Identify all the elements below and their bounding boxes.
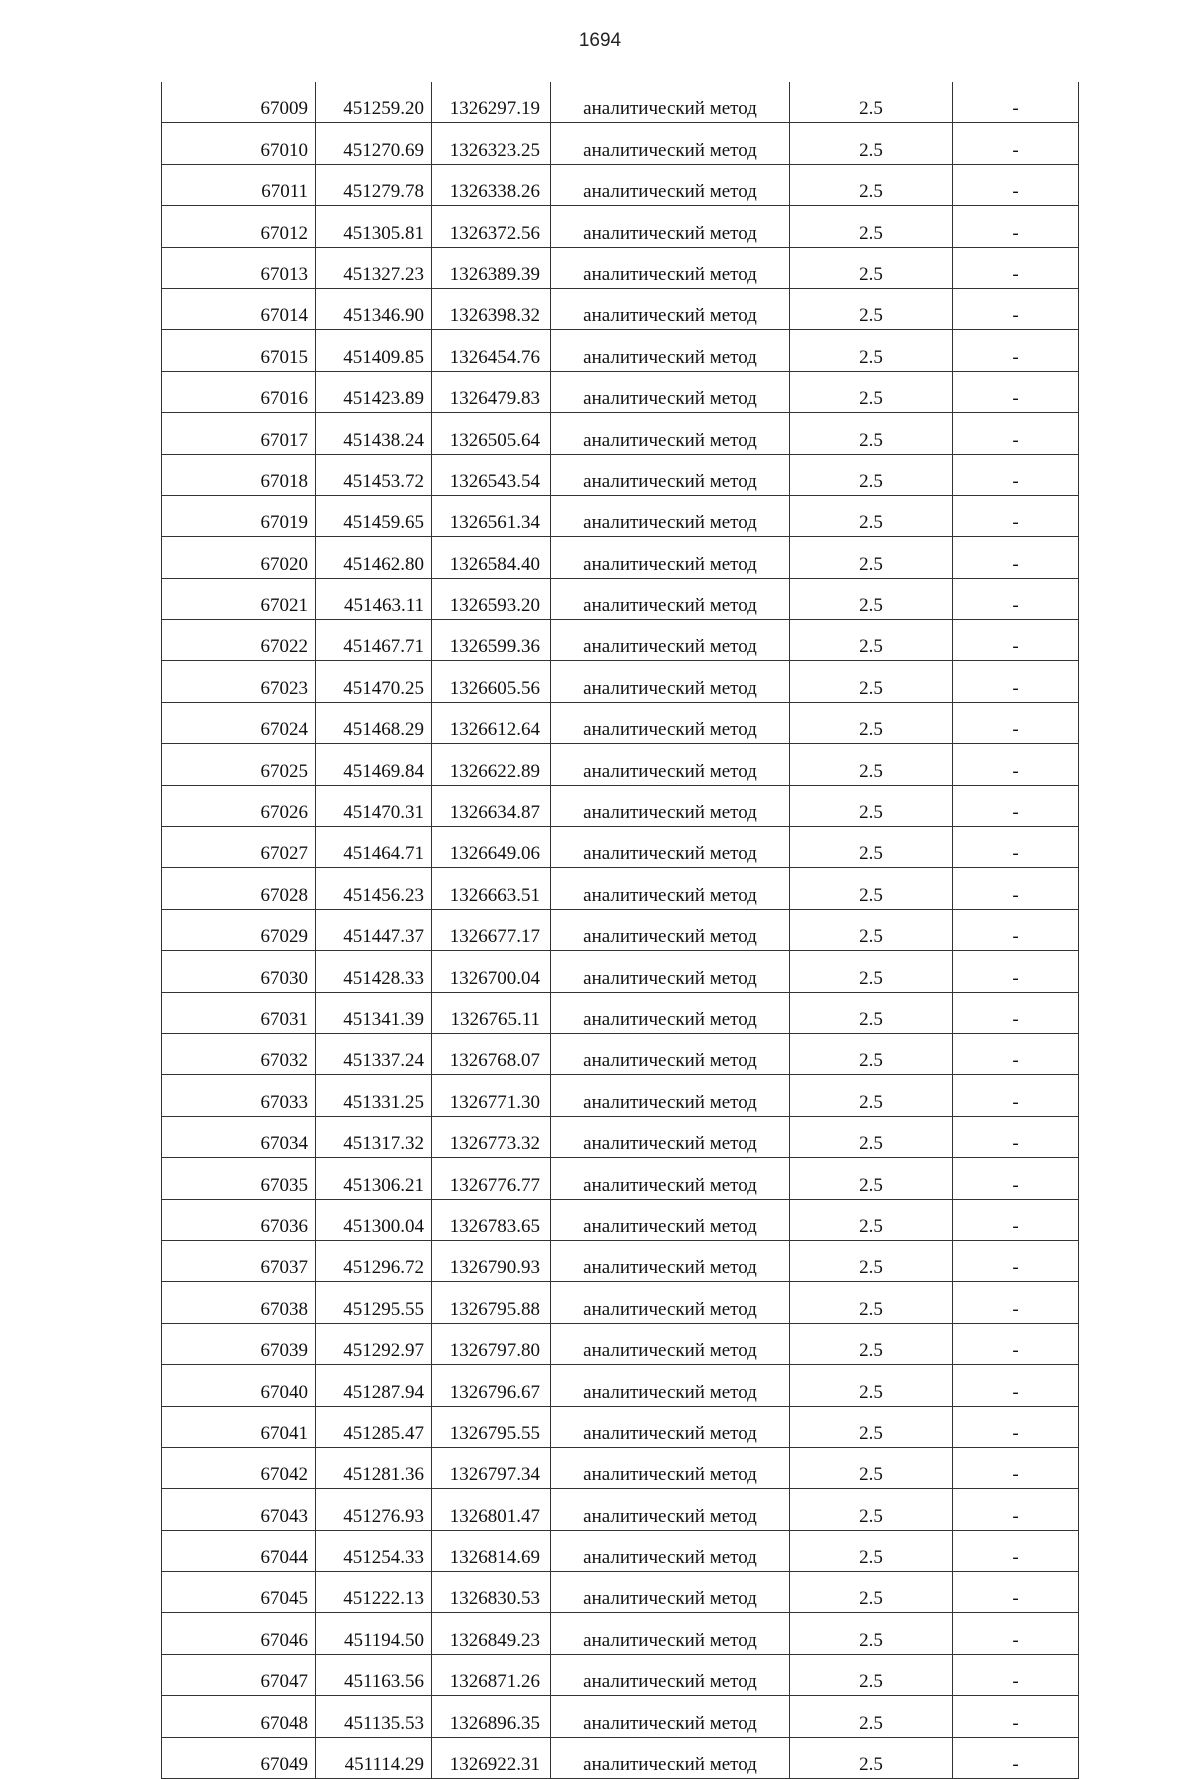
point-id-cell: 67049: [162, 1737, 316, 1778]
x-coordinate-cell: 451464.71: [316, 827, 432, 868]
y-coordinate-cell: 1326605.56: [432, 661, 551, 702]
table-row: [162, 578, 1079, 619]
x-coordinate-cell: 451317.32: [316, 1116, 432, 1157]
y-coordinate-cell: 1326790.93: [432, 1240, 551, 1281]
accuracy-cell: 2.5: [790, 164, 953, 205]
note-cell: -: [953, 1240, 1079, 1281]
method-cell: аналитический метод: [551, 330, 790, 371]
method-cell: аналитический метод: [551, 454, 790, 495]
accuracy-cell: 2.5: [790, 702, 953, 743]
accuracy-cell: 2.5: [790, 785, 953, 826]
accuracy-cell: 2.5: [790, 1406, 953, 1447]
point-id-cell: 67015: [162, 330, 316, 371]
table-row: [162, 744, 1079, 785]
y-coordinate-cell: 1326830.53: [432, 1572, 551, 1613]
y-coordinate-cell: 1326768.07: [432, 1033, 551, 1074]
note-cell: -: [953, 1158, 1079, 1199]
table-row: [162, 1323, 1079, 1364]
y-coordinate-cell: 1326622.89: [432, 744, 551, 785]
y-coordinate-cell: 1326922.31: [432, 1737, 551, 1778]
note-cell: -: [953, 1406, 1079, 1447]
note-cell: -: [953, 330, 1079, 371]
note-cell: -: [953, 1737, 1079, 1778]
point-id-cell: 67034: [162, 1116, 316, 1157]
x-coordinate-cell: 451337.24: [316, 1033, 432, 1074]
point-id-cell: 67037: [162, 1240, 316, 1281]
x-coordinate-cell: 451470.25: [316, 661, 432, 702]
note-cell: -: [953, 827, 1079, 868]
table-row: [162, 495, 1079, 536]
y-coordinate-cell: 1326505.64: [432, 413, 551, 454]
method-cell: аналитический метод: [551, 785, 790, 826]
point-id-cell: 67017: [162, 413, 316, 454]
x-coordinate-cell: 451279.78: [316, 164, 432, 205]
table-row: [162, 951, 1079, 992]
x-coordinate-cell: 451409.85: [316, 330, 432, 371]
table-row: [162, 371, 1079, 412]
x-coordinate-cell: 451341.39: [316, 992, 432, 1033]
table-row: [162, 1489, 1079, 1530]
point-id-cell: 67043: [162, 1489, 316, 1530]
table-row: [162, 82, 1079, 123]
note-cell: -: [953, 1199, 1079, 1240]
x-coordinate-cell: 451300.04: [316, 1199, 432, 1240]
x-coordinate-cell: 451114.29: [316, 1737, 432, 1778]
y-coordinate-cell: 1326795.88: [432, 1282, 551, 1323]
table-row: [162, 1240, 1079, 1281]
method-cell: аналитический метод: [551, 1116, 790, 1157]
y-coordinate-cell: 1326677.17: [432, 909, 551, 950]
accuracy-cell: 2.5: [790, 1613, 953, 1654]
x-coordinate-cell: 451447.37: [316, 909, 432, 950]
point-id-cell: 67027: [162, 827, 316, 868]
accuracy-cell: 2.5: [790, 82, 953, 123]
x-coordinate-cell: 451459.65: [316, 495, 432, 536]
x-coordinate-cell: 451194.50: [316, 1613, 432, 1654]
table-row: [162, 868, 1079, 909]
method-cell: аналитический метод: [551, 909, 790, 950]
x-coordinate-cell: 451296.72: [316, 1240, 432, 1281]
note-cell: -: [953, 868, 1079, 909]
table-row: [162, 785, 1079, 826]
accuracy-cell: 2.5: [790, 1696, 953, 1737]
note-cell: -: [953, 206, 1079, 247]
y-coordinate-cell: 1326849.23: [432, 1613, 551, 1654]
accuracy-cell: 2.5: [790, 1323, 953, 1364]
point-id-cell: 67047: [162, 1654, 316, 1695]
note-cell: -: [953, 1116, 1079, 1157]
y-coordinate-cell: 1326797.34: [432, 1447, 551, 1488]
method-cell: аналитический метод: [551, 1282, 790, 1323]
method-cell: аналитический метод: [551, 1033, 790, 1074]
coordinates-table: [161, 82, 1079, 1779]
note-cell: -: [953, 1654, 1079, 1695]
method-cell: аналитический метод: [551, 1240, 790, 1281]
method-cell: аналитический метод: [551, 206, 790, 247]
point-id-cell: 67039: [162, 1323, 316, 1364]
accuracy-cell: 2.5: [790, 1033, 953, 1074]
accuracy-cell: 2.5: [790, 868, 953, 909]
accuracy-cell: 2.5: [790, 1489, 953, 1530]
note-cell: -: [953, 1530, 1079, 1571]
accuracy-cell: 2.5: [790, 1240, 953, 1281]
method-cell: аналитический метод: [551, 164, 790, 205]
note-cell: -: [953, 661, 1079, 702]
method-cell: аналитический метод: [551, 1613, 790, 1654]
point-id-cell: 67028: [162, 868, 316, 909]
x-coordinate-cell: 451470.31: [316, 785, 432, 826]
table-row: [162, 330, 1079, 371]
note-cell: -: [953, 82, 1079, 123]
method-cell: аналитический метод: [551, 1199, 790, 1240]
y-coordinate-cell: 1326323.25: [432, 123, 551, 164]
note-cell: -: [953, 992, 1079, 1033]
y-coordinate-cell: 1326372.56: [432, 206, 551, 247]
y-coordinate-cell: 1326773.32: [432, 1116, 551, 1157]
y-coordinate-cell: 1326398.32: [432, 288, 551, 329]
note-cell: -: [953, 123, 1079, 164]
y-coordinate-cell: 1326783.65: [432, 1199, 551, 1240]
note-cell: -: [953, 495, 1079, 536]
y-coordinate-cell: 1326801.47: [432, 1489, 551, 1530]
note-cell: -: [953, 413, 1079, 454]
note-cell: -: [953, 620, 1079, 661]
x-coordinate-cell: 451428.33: [316, 951, 432, 992]
note-cell: -: [953, 1282, 1079, 1323]
note-cell: -: [953, 1365, 1079, 1406]
table-row: [162, 537, 1079, 578]
point-id-cell: 67031: [162, 992, 316, 1033]
x-coordinate-cell: 451462.80: [316, 537, 432, 578]
point-id-cell: 67045: [162, 1572, 316, 1613]
y-coordinate-cell: 1326896.35: [432, 1696, 551, 1737]
y-coordinate-cell: 1326612.64: [432, 702, 551, 743]
point-id-cell: 67032: [162, 1033, 316, 1074]
y-coordinate-cell: 1326765.11: [432, 992, 551, 1033]
y-coordinate-cell: 1326776.77: [432, 1158, 551, 1199]
y-coordinate-cell: 1326599.36: [432, 620, 551, 661]
y-coordinate-cell: 1326700.04: [432, 951, 551, 992]
table-row: [162, 247, 1079, 288]
x-coordinate-cell: 451467.71: [316, 620, 432, 661]
y-coordinate-cell: 1326771.30: [432, 1075, 551, 1116]
y-coordinate-cell: 1326796.67: [432, 1365, 551, 1406]
note-cell: -: [953, 247, 1079, 288]
table-row: [162, 1737, 1079, 1778]
x-coordinate-cell: 451222.13: [316, 1572, 432, 1613]
method-cell: аналитический метод: [551, 702, 790, 743]
method-cell: аналитический метод: [551, 371, 790, 412]
note-cell: -: [953, 1489, 1079, 1530]
method-cell: аналитический метод: [551, 1572, 790, 1613]
accuracy-cell: 2.5: [790, 951, 953, 992]
x-coordinate-cell: 451423.89: [316, 371, 432, 412]
point-id-cell: 67019: [162, 495, 316, 536]
point-id-cell: 67021: [162, 578, 316, 619]
point-id-cell: 67022: [162, 620, 316, 661]
method-cell: аналитический метод: [551, 537, 790, 578]
note-cell: -: [953, 785, 1079, 826]
point-id-cell: 67033: [162, 1075, 316, 1116]
x-coordinate-cell: 451135.53: [316, 1696, 432, 1737]
table-row: [162, 1613, 1079, 1654]
y-coordinate-cell: 1326649.06: [432, 827, 551, 868]
y-coordinate-cell: 1326795.55: [432, 1406, 551, 1447]
y-coordinate-cell: 1326634.87: [432, 785, 551, 826]
method-cell: аналитический метод: [551, 951, 790, 992]
y-coordinate-cell: 1326814.69: [432, 1530, 551, 1571]
y-coordinate-cell: 1326584.40: [432, 537, 551, 578]
point-id-cell: 67012: [162, 206, 316, 247]
x-coordinate-cell: 451346.90: [316, 288, 432, 329]
note-cell: -: [953, 164, 1079, 205]
point-id-cell: 67011: [162, 164, 316, 205]
table-row: [162, 1158, 1079, 1199]
table-row: [162, 1696, 1079, 1737]
point-id-cell: 67023: [162, 661, 316, 702]
point-id-cell: 67048: [162, 1696, 316, 1737]
x-coordinate-cell: 451281.36: [316, 1447, 432, 1488]
note-cell: -: [953, 744, 1079, 785]
point-id-cell: 67013: [162, 247, 316, 288]
table-row: [162, 1530, 1079, 1571]
y-coordinate-cell: 1326561.34: [432, 495, 551, 536]
y-coordinate-cell: 1326297.19: [432, 82, 551, 123]
point-id-cell: 67044: [162, 1530, 316, 1571]
note-cell: -: [953, 909, 1079, 950]
y-coordinate-cell: 1326479.83: [432, 371, 551, 412]
method-cell: аналитический метод: [551, 1075, 790, 1116]
x-coordinate-cell: 451285.47: [316, 1406, 432, 1447]
table-row: [162, 1654, 1079, 1695]
y-coordinate-cell: 1326871.26: [432, 1654, 551, 1695]
note-cell: -: [953, 537, 1079, 578]
x-coordinate-cell: 451463.11: [316, 578, 432, 619]
y-coordinate-cell: 1326593.20: [432, 578, 551, 619]
accuracy-cell: 2.5: [790, 1530, 953, 1571]
point-id-cell: 67026: [162, 785, 316, 826]
note-cell: -: [953, 1075, 1079, 1116]
accuracy-cell: 2.5: [790, 371, 953, 412]
method-cell: аналитический метод: [551, 123, 790, 164]
note-cell: -: [953, 1613, 1079, 1654]
accuracy-cell: 2.5: [790, 1365, 953, 1406]
accuracy-cell: 2.5: [790, 413, 953, 454]
accuracy-cell: 2.5: [790, 247, 953, 288]
method-cell: аналитический метод: [551, 661, 790, 702]
method-cell: аналитический метод: [551, 1323, 790, 1364]
table-row: [162, 992, 1079, 1033]
table-row: [162, 1282, 1079, 1323]
point-id-cell: 67038: [162, 1282, 316, 1323]
note-cell: -: [953, 1447, 1079, 1488]
x-coordinate-cell: 451292.97: [316, 1323, 432, 1364]
table-row: [162, 164, 1079, 205]
note-cell: -: [953, 371, 1079, 412]
x-coordinate-cell: 451305.81: [316, 206, 432, 247]
accuracy-cell: 2.5: [790, 288, 953, 329]
accuracy-cell: 2.5: [790, 123, 953, 164]
accuracy-cell: 2.5: [790, 1116, 953, 1157]
x-coordinate-cell: 451270.69: [316, 123, 432, 164]
point-id-cell: 67041: [162, 1406, 316, 1447]
note-cell: -: [953, 951, 1079, 992]
method-cell: аналитический метод: [551, 1489, 790, 1530]
x-coordinate-cell: 451469.84: [316, 744, 432, 785]
accuracy-cell: 2.5: [790, 744, 953, 785]
table-row: [162, 1447, 1079, 1488]
table-row: [162, 661, 1079, 702]
table-row: [162, 827, 1079, 868]
accuracy-cell: 2.5: [790, 1737, 953, 1778]
point-id-cell: 67020: [162, 537, 316, 578]
accuracy-cell: 2.5: [790, 992, 953, 1033]
point-id-cell: 67025: [162, 744, 316, 785]
method-cell: аналитический метод: [551, 1530, 790, 1571]
accuracy-cell: 2.5: [790, 1572, 953, 1613]
accuracy-cell: 2.5: [790, 1075, 953, 1116]
point-id-cell: 67035: [162, 1158, 316, 1199]
note-cell: -: [953, 1323, 1079, 1364]
method-cell: аналитический метод: [551, 1696, 790, 1737]
note-cell: -: [953, 1033, 1079, 1074]
table-row: [162, 288, 1079, 329]
accuracy-cell: 2.5: [790, 206, 953, 247]
accuracy-cell: 2.5: [790, 1447, 953, 1488]
x-coordinate-cell: 451456.23: [316, 868, 432, 909]
point-id-cell: 67040: [162, 1365, 316, 1406]
x-coordinate-cell: 451327.23: [316, 247, 432, 288]
point-id-cell: 67010: [162, 123, 316, 164]
table-row: [162, 909, 1079, 950]
method-cell: аналитический метод: [551, 413, 790, 454]
method-cell: аналитический метод: [551, 1447, 790, 1488]
table-row: [162, 1116, 1079, 1157]
point-id-cell: 67042: [162, 1447, 316, 1488]
table-row: [162, 620, 1079, 661]
x-coordinate-cell: 451254.33: [316, 1530, 432, 1571]
method-cell: аналитический метод: [551, 288, 790, 329]
method-cell: аналитический метод: [551, 620, 790, 661]
accuracy-cell: 2.5: [790, 454, 953, 495]
method-cell: аналитический метод: [551, 868, 790, 909]
method-cell: аналитический метод: [551, 992, 790, 1033]
accuracy-cell: 2.5: [790, 620, 953, 661]
x-coordinate-cell: 451259.20: [316, 82, 432, 123]
x-coordinate-cell: 451438.24: [316, 413, 432, 454]
table-row: [162, 413, 1079, 454]
x-coordinate-cell: 451295.55: [316, 1282, 432, 1323]
x-coordinate-cell: 451468.29: [316, 702, 432, 743]
accuracy-cell: 2.5: [790, 1282, 953, 1323]
table-row: [162, 1406, 1079, 1447]
point-id-cell: 67024: [162, 702, 316, 743]
x-coordinate-cell: 451331.25: [316, 1075, 432, 1116]
note-cell: -: [953, 1572, 1079, 1613]
y-coordinate-cell: 1326338.26: [432, 164, 551, 205]
point-id-cell: 67016: [162, 371, 316, 412]
method-cell: аналитический метод: [551, 1158, 790, 1199]
point-id-cell: 67046: [162, 1613, 316, 1654]
method-cell: аналитический метод: [551, 744, 790, 785]
x-coordinate-cell: 451453.72: [316, 454, 432, 495]
x-coordinate-cell: 451163.56: [316, 1654, 432, 1695]
accuracy-cell: 2.5: [790, 495, 953, 536]
y-coordinate-cell: 1326454.76: [432, 330, 551, 371]
accuracy-cell: 2.5: [790, 909, 953, 950]
accuracy-cell: 2.5: [790, 661, 953, 702]
x-coordinate-cell: 451276.93: [316, 1489, 432, 1530]
point-id-cell: 67018: [162, 454, 316, 495]
y-coordinate-cell: 1326797.80: [432, 1323, 551, 1364]
accuracy-cell: 2.5: [790, 330, 953, 371]
table-row: [162, 1365, 1079, 1406]
table-row: [162, 454, 1079, 495]
table-row: [162, 1199, 1079, 1240]
note-cell: -: [953, 1696, 1079, 1737]
page-number: 1694: [578, 30, 622, 51]
method-cell: аналитический метод: [551, 495, 790, 536]
point-id-cell: 67029: [162, 909, 316, 950]
y-coordinate-cell: 1326543.54: [432, 454, 551, 495]
accuracy-cell: 2.5: [790, 1199, 953, 1240]
coordinates-table-body: [162, 82, 1079, 1779]
table-row: [162, 1572, 1079, 1613]
accuracy-cell: 2.5: [790, 537, 953, 578]
table-row: [162, 123, 1079, 164]
table-row: [162, 702, 1079, 743]
method-cell: аналитический метод: [551, 82, 790, 123]
accuracy-cell: 2.5: [790, 578, 953, 619]
point-id-cell: 67036: [162, 1199, 316, 1240]
note-cell: -: [953, 702, 1079, 743]
accuracy-cell: 2.5: [790, 1158, 953, 1199]
accuracy-cell: 2.5: [790, 827, 953, 868]
table-row: [162, 206, 1079, 247]
x-coordinate-cell: 451287.94: [316, 1365, 432, 1406]
method-cell: аналитический метод: [551, 578, 790, 619]
method-cell: аналитический метод: [551, 1365, 790, 1406]
method-cell: аналитический метод: [551, 1406, 790, 1447]
table-row: [162, 1033, 1079, 1074]
method-cell: аналитический метод: [551, 827, 790, 868]
note-cell: -: [953, 288, 1079, 329]
y-coordinate-cell: 1326389.39: [432, 247, 551, 288]
x-coordinate-cell: 451306.21: [316, 1158, 432, 1199]
y-coordinate-cell: 1326663.51: [432, 868, 551, 909]
accuracy-cell: 2.5: [790, 1654, 953, 1695]
method-cell: аналитический метод: [551, 1737, 790, 1778]
point-id-cell: 67009: [162, 82, 316, 123]
point-id-cell: 67014: [162, 288, 316, 329]
note-cell: -: [953, 454, 1079, 495]
point-id-cell: 67030: [162, 951, 316, 992]
method-cell: аналитический метод: [551, 247, 790, 288]
table-row: [162, 1075, 1079, 1116]
method-cell: аналитический метод: [551, 1654, 790, 1695]
note-cell: -: [953, 578, 1079, 619]
